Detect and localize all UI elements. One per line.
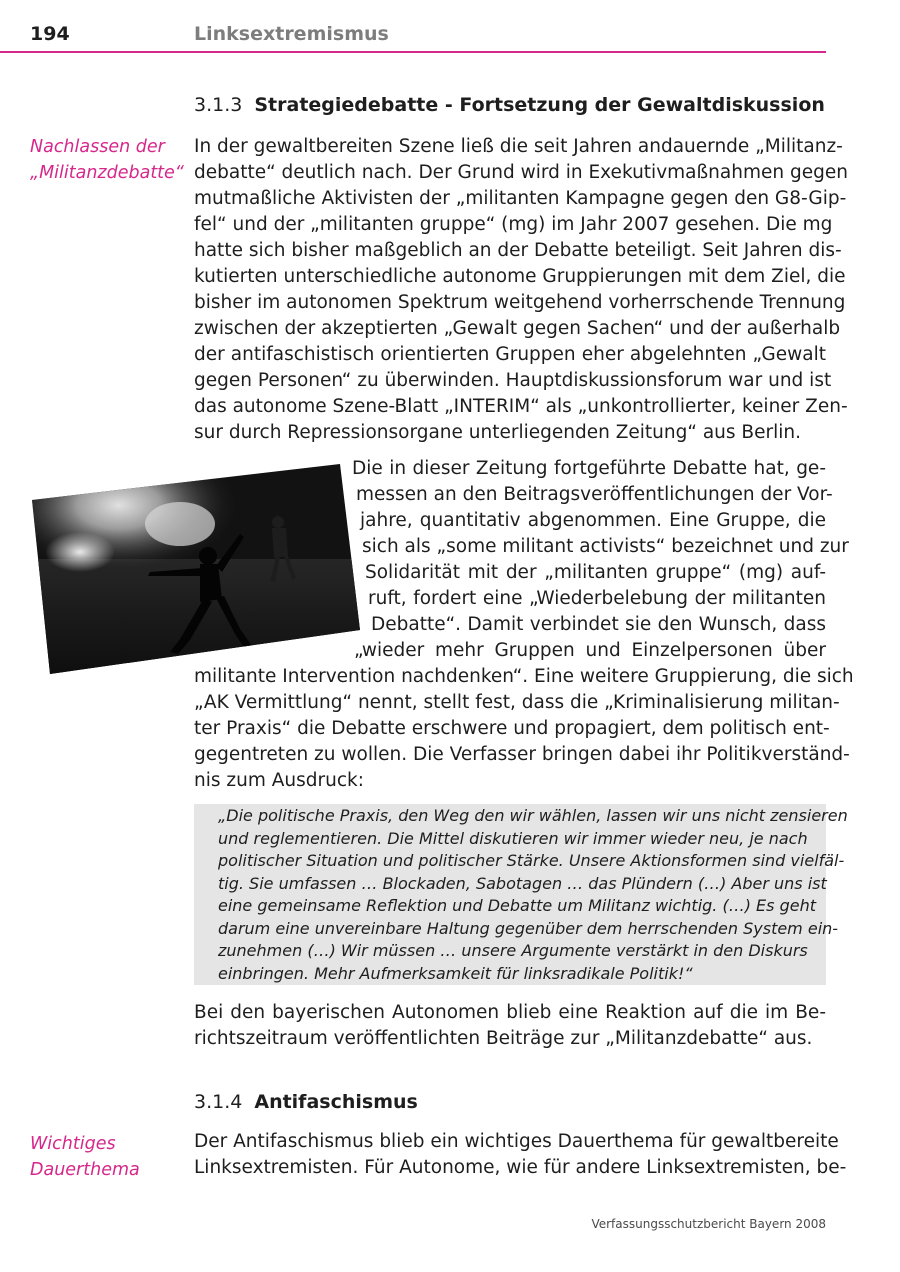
- text-line: Bei den bayerischen Autonomen blieb eine Reaktion auf die im Be-: [194, 1002, 826, 1023]
- text-line: der antifaschistisch orientierten Gruppen eher abgelehnten „Gewalt: [194, 344, 826, 365]
- running-title: Linksextremismus: [194, 23, 389, 45]
- text-line: gegen Personen“ zu überwinden. Hauptdiskussionsforum war und ist: [194, 370, 832, 391]
- text-line: nis zum Ausdruck:: [194, 770, 364, 791]
- margin-note-line: Dauerthema: [30, 1160, 140, 1180]
- quote-line: eine gemeinsame Reflektion und Debatte um Militanz wichtig. (…) Es geht: [218, 896, 816, 915]
- footer-publication: Verfassungsschutzbericht Bayern 2008: [591, 1217, 826, 1231]
- quote-line: und reglementieren. Die Mittel diskutieren wir immer wieder neu, je nach: [218, 828, 808, 848]
- quote-line: politischer Situation und politischer Stärke. Unsere Aktionsformen sind vielfäl-: [218, 851, 845, 870]
- margin-note-line: „Militanzdebatte“: [30, 163, 184, 183]
- header-rule: [0, 51, 826, 53]
- quote-box: [194, 804, 848, 985]
- text-line: „AK Vermittlung“ nennt, stellt fest, dass die „Kriminalisierung militan-: [194, 692, 840, 713]
- section-title: Antifaschismus: [254, 1091, 418, 1113]
- paragraph-antifa: [194, 1129, 847, 1181]
- text-line: sich als „some militant activists“ bezeichnet und zur: [362, 536, 849, 557]
- section-heading-3-1-3: [194, 94, 825, 116]
- text-line: debatte“ deutlich nach. Der Grund wird in Exekutivmaßnahmen gegen: [194, 162, 848, 183]
- quote-text: [218, 805, 848, 985]
- text-line: In der gewaltbereiten Szene ließ die seit Jahren andauernde „Militanz-: [194, 136, 843, 157]
- text-line: bisher im autonomen Spektrum weitgehend vorherrschende Trennung: [194, 292, 846, 313]
- text-line: mutmaßliche Aktivisten der „militanten Kampagne gegen den G8-Gip-: [194, 188, 847, 209]
- text-line: hatte sich bisher maßgeblich an der Debatte beteiligt. Seit Jahren dis-: [194, 240, 842, 261]
- page-number: 194: [30, 23, 70, 45]
- section-number: 3.1.4: [194, 1091, 243, 1113]
- quote-line: einbringen. Mehr Aufmerksamkeit für linksradikale Politik!“: [218, 963, 693, 983]
- margin-note-militanzdebatte: [30, 134, 190, 186]
- text-line: Solidarität mit der „militanten gruppe“ (mg) auf-: [365, 562, 826, 583]
- text-line: Linksextremisten. Für Autonome, wie für andere Linksextremisten, be-: [194, 1157, 847, 1178]
- paragraph-debate-wrapped: [352, 456, 849, 664]
- section-heading-3-1-4: [194, 1091, 418, 1113]
- text-line: Die in dieser Zeitung fortgeführte Debatte hat, ge-: [352, 458, 826, 479]
- text-line: fel“ und der „militanten gruppe“ (mg) im Jahr 2007 gesehen. Die mg: [194, 214, 833, 235]
- text-line: messen an den Beitragsveröffentlichungen der Vor-: [356, 484, 833, 505]
- text-line: sur durch Repressionsorgane unterliegenden Zeitung“ aus Berlin.: [194, 422, 801, 443]
- text-line: richtszeitraum veröffentlichten Beiträge zur „Militanzdebatte“ aus.: [194, 1028, 813, 1049]
- text-line: ter Praxis“ die Debatte erschwere und propagiert, dem politisch ent-: [194, 718, 830, 739]
- text-line: gegentreten zu wollen. Die Verfasser bringen dabei ihr Politikverständ-: [194, 744, 850, 765]
- riot-photo: [30, 464, 360, 674]
- text-line: Der Antifaschismus blieb ein wichtiges Dauerthema für gewaltbereite: [194, 1131, 839, 1152]
- text-line: ruft, fordert eine „Wiederbelebung der militanten: [368, 588, 826, 609]
- margin-note-line: Wichtiges: [30, 1134, 116, 1154]
- quote-line: zunehmen (…) Wir müssen … unsere Argumente verstärkt in den Diskurs: [218, 941, 808, 960]
- quote-line: tig. Sie umfassen … Blockaden, Sabotagen … das Plündern (…) Aber uns ist: [218, 873, 827, 893]
- margin-note-line: Nachlassen der: [30, 137, 165, 157]
- text-line: militante Intervention nachdenken“. Eine weitere Gruppierung, die sich: [194, 666, 854, 687]
- text-line: zwischen der akzeptierten „Gewalt gegen Sachen“ und der außerhalb: [194, 318, 841, 339]
- paragraph-intro: [194, 134, 848, 446]
- quote-line: „Die politische Praxis, den Weg den wir wählen, lassen wir uns nicht zensieren: [218, 806, 848, 825]
- paragraph-debate-full: [194, 664, 854, 794]
- text-line: das autonome Szene-Blatt „INTERIM“ als „unkontrollierter, keiner Zen-: [194, 396, 848, 417]
- text-line: „wieder mehr Gruppen und Einzelpersonen über: [354, 640, 826, 661]
- margin-note-dauerthema: [30, 1131, 190, 1183]
- paragraph-bavarian: [194, 1000, 826, 1052]
- section-title: Strategiedebatte - Fortsetzung der Gewaltdiskussion: [254, 94, 825, 116]
- text-line: jahre, quantitativ abgenommen. Eine Gruppe, die: [360, 510, 826, 531]
- section-number: 3.1.3: [194, 94, 243, 116]
- quote-line: darum eine unvereinbare Haltung gegenüber dem herrschenden System ein-: [218, 918, 839, 938]
- text-line: kutierten unterschiedliche autonome Gruppierungen mit dem Ziel, die: [194, 266, 846, 287]
- text-line: Debatte“. Damit verbindet sie den Wunsch, dass: [371, 614, 826, 635]
